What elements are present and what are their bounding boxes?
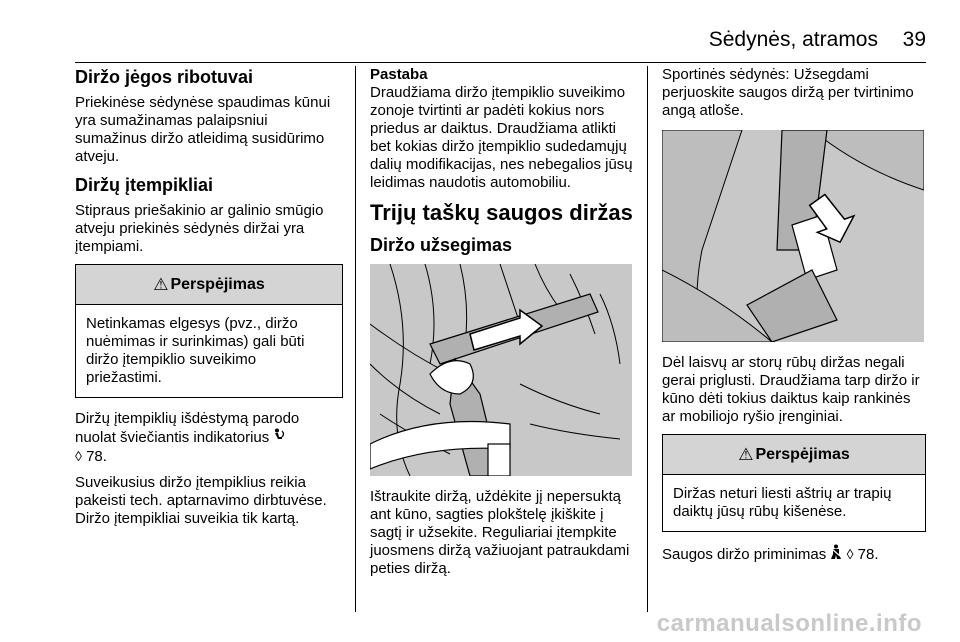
- warning-box-1: [75, 264, 343, 398]
- heading-three-point-belt: Trijų taškų saugos diržas: [370, 200, 633, 225]
- airbag-indicator-icon: [273, 428, 286, 446]
- header-rule: [75, 62, 926, 63]
- heading-force-limiters: Diržo jėgos ribotuvai: [75, 67, 254, 87]
- belt-fastening-drawing: [370, 264, 632, 476]
- heading-fastening: Diržo užsegimas: [370, 235, 513, 255]
- warning-box-2: [662, 434, 926, 532]
- paragraph-reminder: [662, 544, 926, 564]
- paragraph-sport-seats: Sportinės sėdynės: Užsegdami perjuoskite saugos diržą per tvirtinimo angą atloše.: [662, 66, 914, 119]
- warning-text: Diržas neturi liesti aštrių ar trapių daiktų jūsų rūbų kišenėse.: [673, 485, 892, 520]
- warning-triangle-icon: ⚠: [153, 274, 169, 294]
- heading-pretensioners: Diržų įtempikliai: [75, 175, 214, 195]
- reminder-page-ref: 78.: [857, 546, 879, 563]
- reminder-text: Saugos diržo priminimas: [662, 546, 827, 563]
- page-reference-icon: ◊: [846, 546, 854, 562]
- warning-triangle-icon: ⚠: [738, 444, 754, 464]
- indicator-text: Diržų įtempiklių išdėstymą parodo nuolat šviečiantis indikatorius: [75, 410, 300, 446]
- warning-title: Perspėjimas: [755, 445, 850, 463]
- note-title: Pastaba: [370, 66, 428, 83]
- fastening-caption: Ištraukite diržą, uždėkite jį nepersuktą ant kūno, sagties plokštelę įkiškite į sagtį ir užsekite. Reguliariai įtempkite juosmens diržą važiuojant patraukdami peties diržą.: [370, 488, 630, 577]
- column-2: [370, 66, 634, 586]
- warning-header: [663, 435, 925, 475]
- paragraph-replace: Suveikusius diržo įtempiklius reikia pakeisti tech. aptarnavimo dirbtuvėse. Diržo įtempikliai suveikia tik kartą.: [75, 474, 327, 527]
- column-3: [662, 66, 926, 572]
- illustration-sport-seat: [662, 130, 924, 342]
- note-text: Draudžiama diržo įtempiklio suveikimo zonoje tvirtinti ar padėti kokius nors priedus ar daiktus. Draudžiama atlikti bet kokias diržo įtempiklio sudedamųjų dalių modifikacijas, nes nebegalios jūsų leidimas naudotis automobiliu.: [370, 84, 633, 191]
- indicator-page-ref: 78.: [86, 448, 107, 465]
- column-1: [75, 66, 343, 536]
- column-divider-1: [355, 66, 356, 612]
- page-header: [0, 22, 960, 62]
- paragraph-pretensioners: Stipraus priešakinio ar galinio smūgio atveju priekinės sėdynės diržai yra įtempiami.: [75, 202, 324, 255]
- watermark: carmanualsonline.info: [656, 610, 922, 637]
- page-number: 39: [902, 28, 926, 51]
- illustration-belt-fastening: [370, 264, 632, 476]
- seatbelt-reminder-icon: [830, 544, 842, 563]
- paragraph-indicator: [75, 410, 343, 466]
- page-reference-icon: ◊: [75, 448, 82, 464]
- paragraph-clothing: Dėl laisvų ar storų rūbų diržas negali gerai priglusti. Draudžiama tarp diržo ir kūno dėti tokius daiktus kaip rankinės ar mobiliojo ryšio įrenginiai.: [662, 354, 920, 425]
- warning-header: [76, 265, 342, 305]
- column-divider-2: [647, 66, 648, 612]
- sport-seat-drawing: [662, 130, 924, 342]
- warning-title: Perspėjimas: [170, 275, 265, 293]
- warning-text: Netinkamas elgesys (pvz., diržo nuėmimas ir surinkimas) gali būti diržo įtempiklio suveikimo priežastimi.: [86, 315, 305, 386]
- paragraph-force-limiters: Priekinėse sėdynėse spaudimas kūnui yra sumažinamas palaipsniui sumažinus diržo atleidimą susidūrimo atveju.: [75, 94, 331, 165]
- section-title: Sėdynės, atramos: [708, 28, 878, 51]
